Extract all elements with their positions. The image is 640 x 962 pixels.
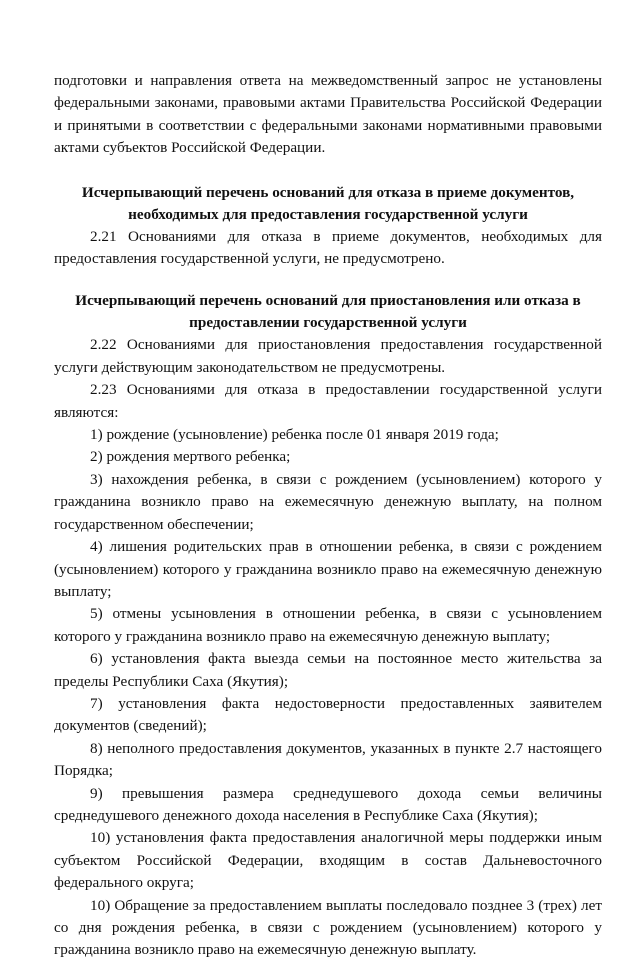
list-item: 9) превышения размера среднедушевого дохода семьи величины среднедушевого денежного дохода населения в Республике Саха (Якутия); [54,784,602,824]
list-item: 7) установления факта недостоверности предоставленных заявителем документов (сведений); [54,694,602,735]
list-item: 10) установления факта предоставления аналогичной меры поддержки иным субъектом Российской Федерации, входящим в состав Дальневосточного федерального округа; [54,829,602,892]
paragraph-2-21: 2.21 Основаниями для отказа в приеме документов, необходимых для предоставления государственной услуги, не предусмотрено. [54,227,602,268]
list-item: 6) установления факта выезда семьи на постоянное место жительства за пределы Республики Саха (Якутия); [54,650,602,690]
list-item: 8) неполного предоставления документов, указанных в пункте 2.7 настоящего Порядка; [54,739,602,780]
list-item: 10) Обращение за предоставлением выплаты последовало позднее 3 (трех) лет со дня рождения ребенка, в связи с рождением (усыновлением) которого у гражданина возникло право на ежемесячную денежную выплату. [54,896,602,959]
list-item: 5) отмены усыновления в отношении ребенка, в связи с усыновлением которого у гражданина возникло право на ежемесячную денежную выплату; [54,605,602,645]
refusal-grounds-list [54,424,602,962]
document-page [54,70,602,962]
list-item: 4) лишения родительских прав в отношении ребенка, в связи с рождением (усыновлением) которого у гражданина возникло право на ежемесячную денежную выплату; [54,538,602,600]
list-item: 2) рождения мертвого ребенка; [90,448,291,466]
section-heading-document-refusal: Исчерпывающий перечень оснований для отказа в приеме документов, необходимых для предоставления государственной услуги [81,183,575,223]
intro-paragraph: подготовки и направления ответа на межведомственный запрос не установлены федеральными законами, правовыми актами Правительства Российской Федерации и принятыми в соответствии с федеральными законами нормативными правовыми актами субъектов Российской Федерации. [54,72,602,157]
list-item: 3) нахождения ребенка, в связи с рождением (усыновлением) которого у гражданина возникло право на ежемесячную денежную выплату, на полном государственном обеспечении; [54,470,602,533]
paragraph-2-23: 2.23 Основаниями для отказа в предоставлении государственной услуги являются: [54,381,602,421]
paragraph-2-22: 2.22 Основаниями для приостановления предоставления государственной услуги действующим законодательством не предусмотрены. [54,336,602,376]
list-item: 1) рождение (усыновление) ребенка после 01 января 2019 года; [90,426,499,444]
section-heading-service-refusal: Исчерпывающий перечень оснований для приостановления или отказа в предоставлении государственной услуги [75,292,581,332]
